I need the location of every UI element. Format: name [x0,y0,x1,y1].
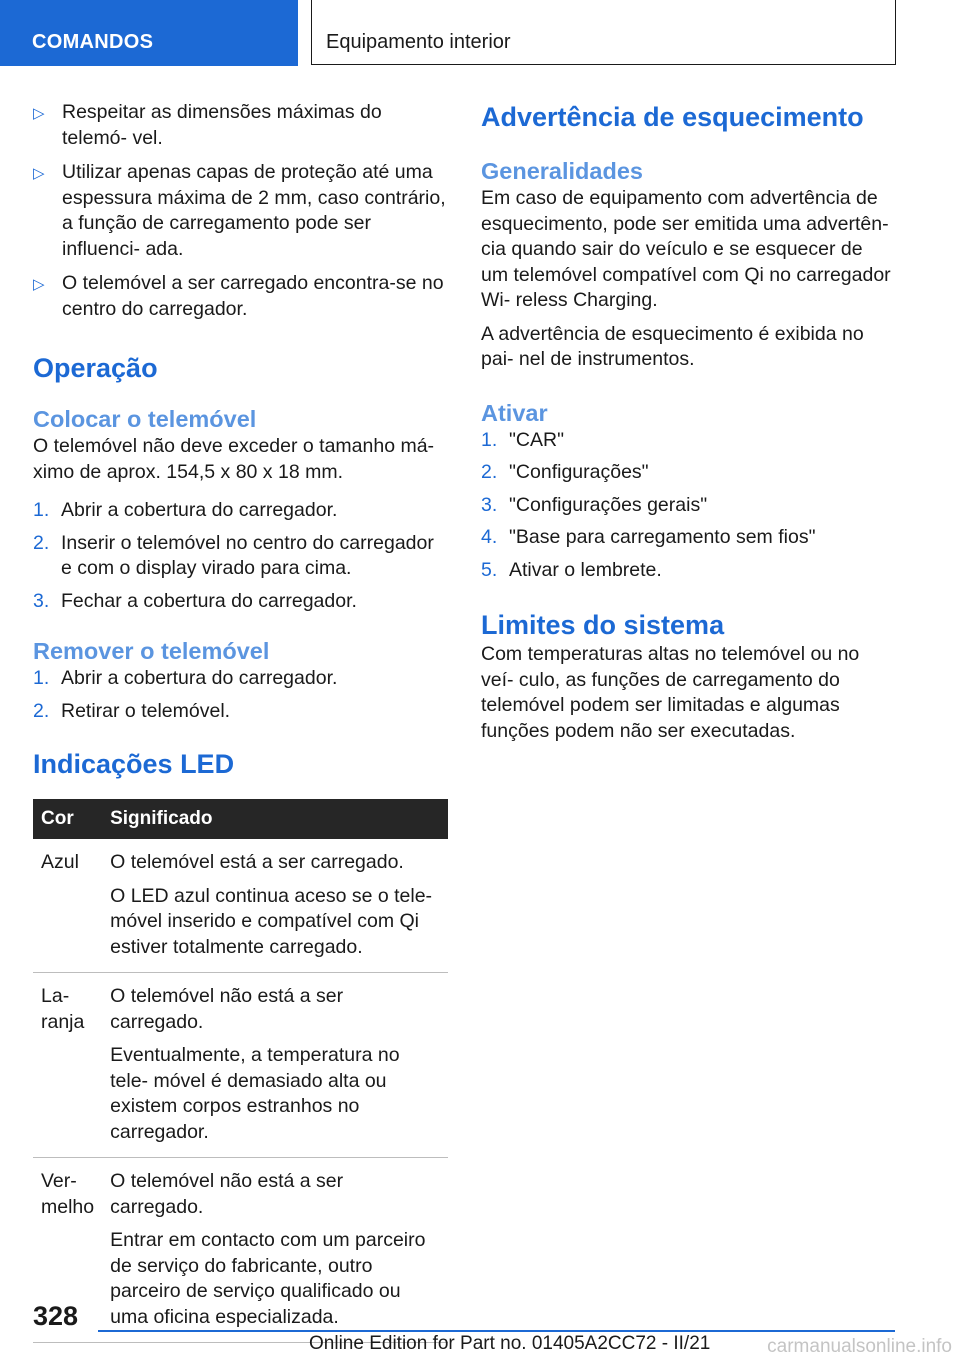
led-color-cell: La- ranja [33,973,102,1158]
column-header-color: Cor [33,799,102,839]
page-number: 328 [33,1301,79,1331]
led-meaning-cell [102,1158,448,1343]
list-item-text: Respeitar as dimensões máximas do telemó- vel. [62,101,382,149]
step-number: 1. [481,428,498,451]
meaning-line: O telemóvel está a ser carregado. [110,851,404,873]
led-color-cell: Azul [33,839,102,973]
step-text: Abrir a cobertura do carregador. [61,667,338,689]
meaning-line: O telemóvel não está a ser carregado. [110,1170,344,1218]
step-number: 2. [33,699,50,722]
meaning-line: Eventualmente, a temperatura no tele- móvel é demasiado alta ou existem corpos estranhos no carregador. [110,1044,400,1143]
system-limits-heading: Limites do sistema [481,610,725,640]
remove-steps [33,666,448,724]
page-header [0,0,960,66]
step-text: "Configurações gerais" [509,493,708,516]
triangle-right-icon: ▷ [33,164,45,182]
column-header-meaning: Significado [102,799,448,839]
list-item [481,525,893,551]
led-meaning-cell [102,839,448,973]
list-item [481,428,893,454]
step-text: "Configurações" [509,461,649,483]
list-item-text: O telemóvel a ser carregado encontra-se no centro do carregador. [62,272,444,320]
step-number: 1. [33,499,50,521]
general-text: Em caso de equipamento com advertência de esquecimento, pode ser emitida uma advertên- cia quando sair do veículo e se esquecer de um telemóvel compatível com Qi no carregador Wi- reless Charging. [481,187,891,311]
activate-steps [481,428,893,584]
remove-phone-heading: Remover o telemóvel [33,638,270,664]
step-number: 4. [481,526,498,548]
step-text: "CAR" [509,428,565,451]
meaning-line: Entrar em contacto com um parceiro de serviço do fabricante, outro parceiro de serviço qualificado ou uma oficina especializada. [110,1229,426,1328]
general-text-2: A advertência de esquecimento é exibida no pai- nel de instrumentos. [481,322,864,370]
list-item [481,493,893,519]
place-phone-heading: Colocar o telemóvel [33,406,257,432]
list-item [33,531,448,582]
step-text: Ativar o lembrete. [509,558,662,581]
triangle-right-icon: ▷ [33,275,45,293]
step-text: Retirar o telemóvel. [61,699,231,722]
list-item [481,558,893,584]
led-table [33,799,448,1343]
step-number: 2. [481,461,498,483]
meaning-line: O telemóvel não está a ser carregado. [110,985,344,1033]
list-item [33,589,448,615]
footer-divider [98,1330,895,1332]
step-number: 2. [33,531,50,554]
system-limits-text: Com temperaturas altas no telemóvel ou no veí- culo, as funções de carregamento do telemóvel podem ser limitadas e algumas funções podem não ser executadas. [481,643,860,742]
operation-heading: Operação [33,353,158,383]
led-heading: Indicações LED [33,749,235,779]
table-row [33,973,448,1158]
place-phone-text: O telemóvel não deve exceder o tamanho má- ximo de aprox. 154,5 x 80 x 18 mm. [33,435,435,483]
step-text: "Base para carregamento sem fios" [509,526,816,548]
watermark: carmanualsonline.info [767,1336,952,1357]
place-steps [33,498,448,614]
step-number: 1. [33,667,50,689]
triangle-right-icon: ▷ [33,104,45,122]
list-item [33,160,448,262]
led-meaning-cell [102,973,448,1158]
step-number: 3. [481,493,498,516]
left-column [33,100,448,1343]
table-row [33,839,448,973]
list-item-text: Utilizar apenas capas de proteção até uma espessura máxima de 2 mm, caso contrário, a função de carregamento pode ser influenci- ada. [62,161,446,260]
list-item [33,271,448,322]
list-item [33,666,448,692]
step-number: 3. [33,589,50,612]
edition-text: Online Edition for Part no. 01405A2CC72 - II/21 [309,1333,711,1354]
meaning-line: O LED azul continua aceso se o tele- móvel inserido e compatível com Qi estiver totalmente carregado. [110,884,433,958]
list-item [481,460,893,486]
list-item [33,498,448,524]
led-color-cell: Ver- melho [33,1158,102,1343]
right-column [481,100,893,752]
chapter-title: Equipamento interior [311,0,896,65]
step-text: Inserir o telemóvel no centro do carregador e com o display virado para cima. [61,531,434,579]
step-number: 5. [481,558,498,581]
general-heading: Generalidades [481,158,643,184]
forget-warning-heading: Advertência de esquecimento [481,102,864,132]
section-tab[interactable]: COMANDOS [0,0,298,66]
list-item [33,100,448,151]
list-item [33,699,448,725]
step-text: Abrir a cobertura do carregador. [61,499,338,521]
table-header-row [33,799,448,839]
step-text: Fechar a cobertura do carregador. [61,589,357,612]
activate-heading: Ativar [481,399,548,426]
table-row [33,1158,448,1343]
